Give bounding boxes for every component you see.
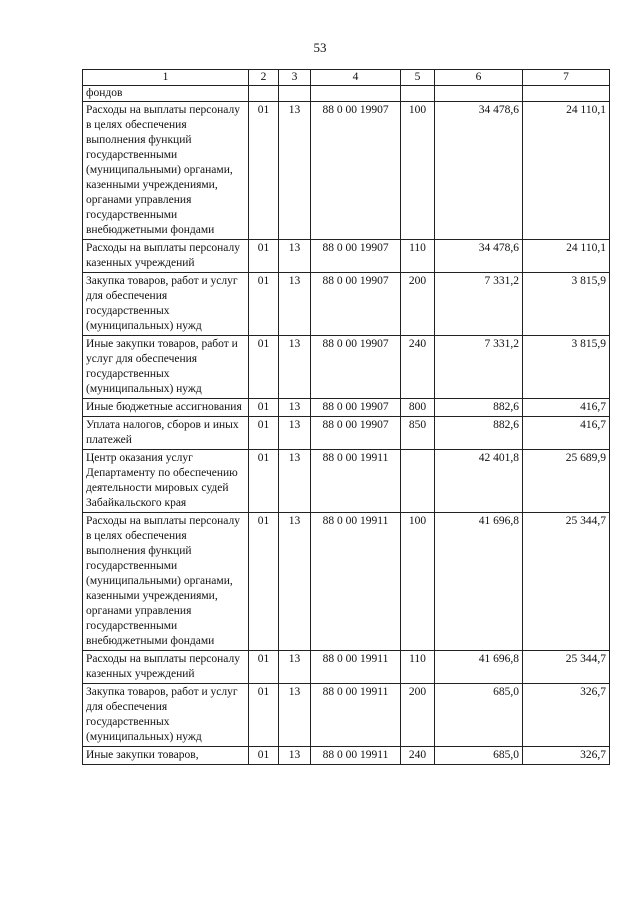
subsection-code-cell: 13: [279, 513, 311, 651]
amount-col7-cell: 25 344,7: [523, 513, 610, 651]
row-name-cell: Уплата налогов, сборов и иных платежей: [83, 417, 249, 450]
amount-col7-cell: 24 110,1: [523, 102, 610, 240]
target-article-cell: 88 0 00 19911: [311, 747, 401, 765]
budget-table: [82, 69, 610, 765]
table-header-row: [83, 70, 610, 86]
amount-col6-cell: 34 478,6: [435, 240, 523, 273]
subsection-code-cell: 13: [279, 240, 311, 273]
column-header-1: 1: [83, 70, 249, 86]
amount-col7-cell: 326,7: [523, 684, 610, 747]
row-name-cell: Центр оказания услуг Департаменту по обеспечению деятельности мировых судей Забайкальского края: [83, 450, 249, 513]
target-article-cell: 88 0 00 19911: [311, 450, 401, 513]
expense-type-cell: 100: [401, 513, 435, 651]
row-name-cell: Закупка товаров, работ и услуг для обеспечения государственных (муниципальных) нужд: [83, 684, 249, 747]
subsection-code-cell: 13: [279, 102, 311, 240]
table-row: [83, 273, 610, 336]
amount-col7-cell: 25 344,7: [523, 651, 610, 684]
row-name-cell: Иные закупки товаров, работ и услуг для обеспечения государственных (муниципальных) нужд: [83, 336, 249, 399]
expense-type-cell: 240: [401, 747, 435, 765]
amount-col6-cell: 882,6: [435, 399, 523, 417]
expense-type-cell: 240: [401, 336, 435, 399]
table-row-continuation: [83, 86, 610, 102]
table-row: [83, 684, 610, 747]
amount-col7-cell: 3 815,9: [523, 336, 610, 399]
target-article-cell: 88 0 00 19907: [311, 417, 401, 450]
subsection-code-cell: 13: [279, 684, 311, 747]
amount-col6-cell: 7 331,2: [435, 273, 523, 336]
amount-col7-cell: 326,7: [523, 747, 610, 765]
column-header-2: 2: [249, 70, 279, 86]
expense-type-cell: 800: [401, 399, 435, 417]
target-article-cell: 88 0 00 19907: [311, 336, 401, 399]
target-article-cell: 88 0 00 19907: [311, 399, 401, 417]
table-row: [83, 399, 610, 417]
table-row: [83, 417, 610, 450]
subsection-code-cell: 13: [279, 651, 311, 684]
page-number: 53: [313, 40, 327, 55]
section-code-cell: 01: [249, 684, 279, 747]
expense-type-cell: 850: [401, 417, 435, 450]
section-code-cell: 01: [249, 747, 279, 765]
row-name-cell: Расходы на выплаты персоналу в целях обеспечения выполнения функций государственными (муниципальными) органами, казенными учреждениями, органами управления государственными внебюджетными фондами: [83, 513, 249, 651]
row-name-cell: Закупка товаров, работ и услуг для обеспечения государственных (муниципальных) нужд: [83, 273, 249, 336]
amount-col6-cell: 34 478,6: [435, 102, 523, 240]
amount-col6-cell: 685,0: [435, 684, 523, 747]
amount-col6-cell: 685,0: [435, 747, 523, 765]
target-article-cell: 88 0 00 19911: [311, 513, 401, 651]
table-row: [83, 450, 610, 513]
amount-col6-cell: 41 696,8: [435, 651, 523, 684]
subsection-code-cell: 13: [279, 336, 311, 399]
amount-col7-cell: 24 110,1: [523, 240, 610, 273]
section-code-cell: 01: [249, 450, 279, 513]
amount-col6-cell: 41 696,8: [435, 513, 523, 651]
subsection-code-cell: 13: [279, 399, 311, 417]
section-code-cell: 01: [249, 240, 279, 273]
subsection-code-cell: 13: [279, 417, 311, 450]
column-header-6: 6: [435, 70, 523, 86]
section-code-cell: 01: [249, 513, 279, 651]
amount-col6-cell: 42 401,8: [435, 450, 523, 513]
target-article-cell: 88 0 00 19911: [311, 651, 401, 684]
amount-col7-cell: 3 815,9: [523, 273, 610, 336]
target-article-cell: 88 0 00 19907: [311, 240, 401, 273]
amount-col6-cell: 7 331,2: [435, 336, 523, 399]
table-row: [83, 651, 610, 684]
section-code-cell: 01: [249, 651, 279, 684]
table-row: [83, 102, 610, 240]
section-code-cell: 01: [249, 102, 279, 240]
column-header-4: 4: [311, 70, 401, 86]
section-code-cell: 01: [249, 273, 279, 336]
expense-type-cell: 110: [401, 240, 435, 273]
amount-col7-cell: 416,7: [523, 399, 610, 417]
row-name-cell: Расходы на выплаты персоналу казенных учреждений: [83, 240, 249, 273]
section-code-cell: 01: [249, 336, 279, 399]
row-name-cell: Расходы на выплаты персоналу в целях обеспечения выполнения функций государственными (муниципальными) органами, казенными учреждениями, органами управления государственными внебюджетными фондами: [83, 102, 249, 240]
amount-col6-cell: 882,6: [435, 417, 523, 450]
amount-col7-cell: 416,7: [523, 417, 610, 450]
row-name-cell: Расходы на выплаты персоналу казенных учреждений: [83, 651, 249, 684]
subsection-code-cell: 13: [279, 273, 311, 336]
table-row: [83, 336, 610, 399]
expense-type-cell: 200: [401, 684, 435, 747]
section-code-cell: 01: [249, 417, 279, 450]
target-article-cell: 88 0 00 19907: [311, 273, 401, 336]
expense-type-cell: 200: [401, 273, 435, 336]
target-article-cell: 88 0 00 19907: [311, 102, 401, 240]
table-row: [83, 240, 610, 273]
section-code-cell: 01: [249, 399, 279, 417]
target-article-cell: 88 0 00 19911: [311, 684, 401, 747]
subsection-code-cell: 13: [279, 450, 311, 513]
expense-type-cell: 110: [401, 651, 435, 684]
expense-type-cell: [401, 450, 435, 513]
column-header-5: 5: [401, 70, 435, 86]
amount-col7-cell: 25 689,9: [523, 450, 610, 513]
row-name-cell: Иные бюджетные ассигнования: [83, 399, 249, 417]
column-header-7: 7: [523, 70, 610, 86]
continuation-cell: фондов: [83, 86, 249, 102]
expense-type-cell: 100: [401, 102, 435, 240]
row-name-cell: Иные закупки товаров,: [83, 747, 249, 765]
table-row: [83, 747, 610, 765]
column-header-3: 3: [279, 70, 311, 86]
subsection-code-cell: 13: [279, 747, 311, 765]
table-row: [83, 513, 610, 651]
